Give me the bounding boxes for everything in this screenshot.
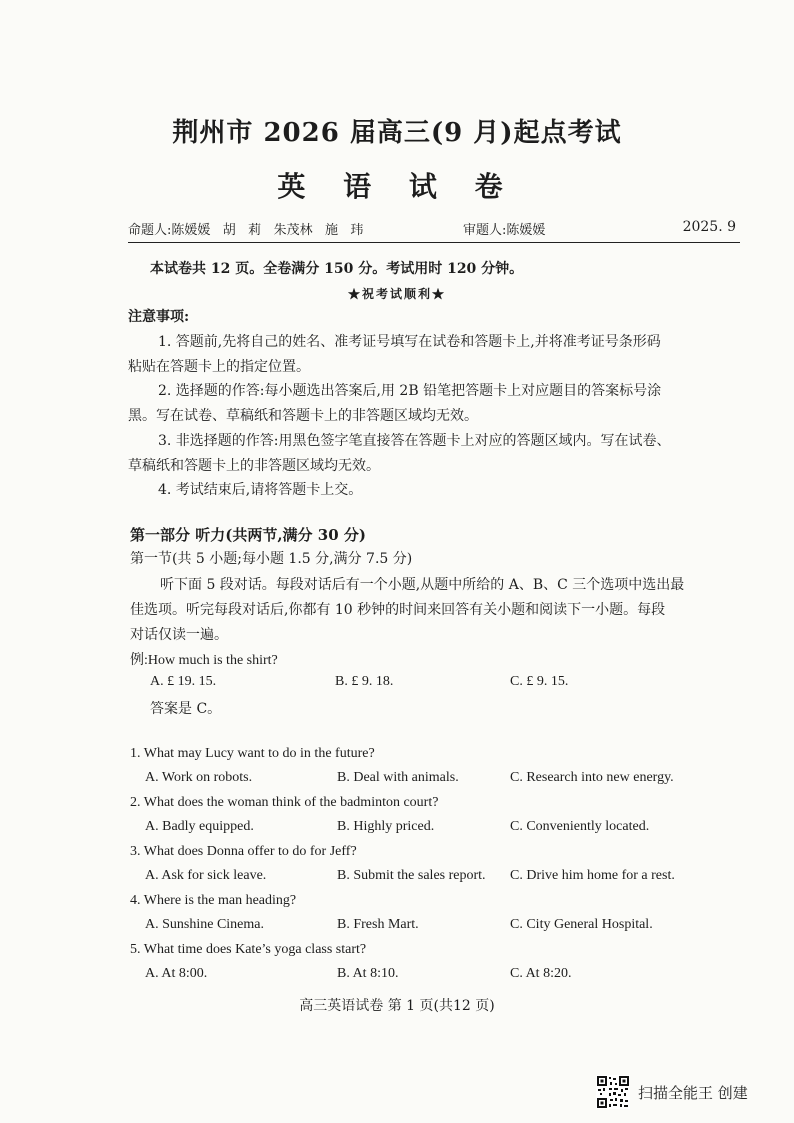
question-2-option-b: B. Highly priced. (337, 819, 435, 834)
good-luck-wish: ★祝考试顺利★ (347, 287, 446, 301)
watermark-text: 扫描全能王 创建 (638, 1083, 748, 1102)
question-3-option-b: B. Submit the sales report. (337, 868, 486, 883)
question-5-option-a: A. At 8:00. (145, 966, 208, 981)
question-1-option-c: C. Research into new energy. (510, 770, 674, 785)
authors: 命题人:陈媛媛 胡 莉 朱茂林 施 玮 (128, 223, 364, 238)
reviewer: 审题人:陈媛媛 (463, 223, 546, 238)
instruction-line: 对话仅读一遍。 (130, 627, 228, 643)
notice-line: 4. 考试结束后,请将答题卡上交。 (158, 482, 363, 498)
example-question: 例:How much is the shirt? (130, 653, 278, 668)
qr-code-icon (596, 1075, 630, 1109)
question-3-option-a: A. Ask for sick leave. (145, 868, 267, 883)
question-4-option-a: A. Sunshine Cinema. (145, 917, 264, 932)
instruction-line: 佳选项。听完每段对话后,你都有 10 秒钟的时间来回答有关小题和阅读下一小题。每段 (130, 602, 666, 618)
exam-title: 荆州市 2026 届高三(9 月)起点考试 (172, 118, 622, 148)
question-2: 2. What does the woman think of the badminton court? (130, 795, 439, 810)
exam-subtitle: 英 语 试 卷 (277, 170, 517, 203)
question-2-option-a: A. Badly equipped. (145, 819, 254, 834)
instruction-line: 听下面 5 段对话。每段对话后有一个小题,从题中所给的 A、B、C 三个选项中选出最 (160, 577, 685, 593)
notice-line: 草稿纸和答题卡上的非答题区域均无效。 (128, 458, 380, 474)
notice-line: 粘贴在答题卡上的指定位置。 (128, 359, 310, 375)
page-footer: 高三英语试卷 第 1 页(共12 页) (299, 998, 495, 1014)
question-4: 4. Where is the man heading? (130, 893, 297, 908)
part1-heading: 第一部分 听力(共两节,满分 30 分) (130, 526, 366, 544)
example-option-c: C. £ 9. 15. (510, 674, 569, 689)
question-2-option-c: C. Conveniently located. (510, 819, 650, 834)
header-divider (128, 242, 740, 243)
question-1: 1. What may Lucy want to do in the future? (130, 746, 375, 761)
question-4-option-b: B. Fresh Mart. (337, 917, 419, 932)
section1-heading: 第一节(共 5 小题;每小题 1.5 分,满分 7.5 分) (130, 551, 413, 567)
question-5-option-c: C. At 8:20. (510, 966, 572, 981)
question-3: 3. What does Donna offer to do for Jeff? (130, 844, 357, 859)
exam-meta (128, 219, 736, 239)
example-answer: 答案是 C。 (150, 701, 222, 717)
notice-line: 1. 答题前,先将自己的姓名、准考证号填写在试卷和答题卡上,并将准考证号条形码 (158, 334, 661, 350)
question-3-option-c: C. Drive him home for a rest. (510, 868, 675, 883)
notice-heading: 注意事项: (128, 309, 190, 325)
notice-line: 2. 选择题的作答:每小题选出答案后,用 2B 铅笔把答题卡上对应题目的答案标号涂 (158, 383, 662, 399)
question-1-option-b: B. Deal with animals. (337, 770, 459, 785)
question-5-option-b: B. At 8:10. (337, 966, 399, 981)
notice-line: 黑。写在试卷、草稿纸和答题卡上的非答题区域均无效。 (128, 408, 478, 424)
exam-summary: 本试卷共 12 页。全卷满分 150 分。考试用时 120 分钟。 (150, 261, 524, 277)
notice-line: 3. 非选择题的作答:用黑色签字笔直接答在答题卡上对应的答题区域内。写在试卷、 (158, 433, 671, 449)
example-option-b: B. £ 9. 18. (335, 674, 394, 689)
question-4-option-c: C. City General Hospital. (510, 917, 653, 932)
exam-date: 2025. 9 (682, 219, 736, 235)
question-1-option-a: A. Work on robots. (145, 770, 253, 785)
question-5: 5. What time does Kate’s yoga class start? (130, 942, 367, 957)
scanner-watermark (596, 1074, 748, 1110)
example-option-a: A. £ 19. 15. (150, 674, 217, 689)
